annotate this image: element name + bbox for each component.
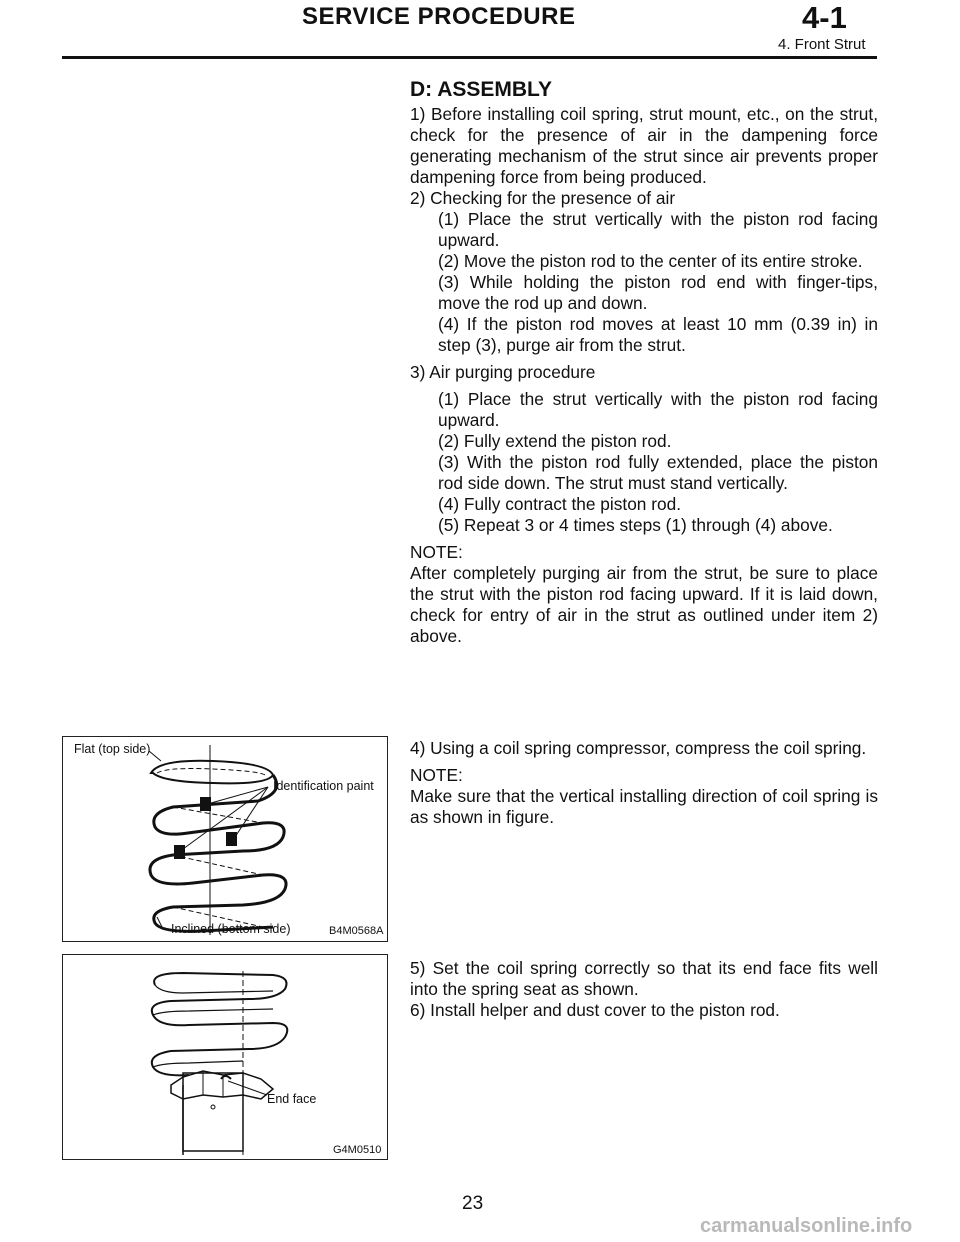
note-1-label: NOTE:: [410, 542, 463, 562]
header-section-number: 4-1: [802, 0, 847, 35]
figure-coil-spring-orientation: [62, 736, 388, 942]
step-2-4: (4) If the piston rod moves at least 10 mm (0.39 in) in step (3), purge air from the strut.: [438, 314, 878, 355]
note-2-label: NOTE:: [410, 765, 463, 785]
coil-spring-illustration: [63, 737, 387, 941]
step-3-5: (5) Repeat 3 or 4 times steps (1) through (4) above.: [438, 515, 833, 535]
step-5: 5) Set the coil spring correctly so that its end face fits well into the spring seat as shown.: [410, 958, 878, 999]
step-4-block: [410, 738, 878, 828]
paint-mark-2: [226, 832, 237, 846]
header-rule: [62, 56, 877, 59]
page-number: 23: [462, 1193, 484, 1214]
section-heading: D: ASSEMBLY: [410, 78, 552, 101]
figure-2-code: G4M0510: [333, 1144, 382, 1156]
figure-spring-seat-end-face: [62, 954, 388, 1160]
label-end-face: End face: [267, 1092, 317, 1106]
header-subtitle: 4. Front Strut: [778, 36, 866, 53]
figure-1-code: B4M0568A: [329, 925, 384, 937]
step-2-1: (1) Place the strut vertically with the piston rod facing upward.: [438, 209, 878, 250]
step-3-1: (1) Place the strut vertically with the piston rod facing upward.: [438, 389, 878, 430]
assembly-text-block: [410, 104, 878, 647]
step-2-3: (3) While holding the piston rod end with finger-tips, move the rod up and down.: [438, 272, 878, 313]
label-identification-paint: Identification paint: [273, 779, 374, 793]
step-3-4: (4) Fully contract the piston rod.: [438, 494, 682, 514]
step-2: 2) Checking for the presence of air: [410, 188, 676, 208]
step-3: 3) Air purging procedure: [410, 362, 596, 382]
spring-seat-illustration: [63, 955, 387, 1159]
step-6: 6) Install helper and dust cover to the piston rod.: [410, 1000, 780, 1020]
label-inclined-bottom: Inclined (bottom side): [171, 922, 291, 936]
note-1-text: After completely purging air from the strut, be sure to place the strut with the piston rod facing upward. If it is laid down, check for entry of air in the strut as outlined under item 2) above.: [410, 563, 878, 646]
paint-mark-1: [200, 797, 211, 811]
step-3-3: (3) With the piston rod fully extended, place the piston rod side down. The strut must stand vertically.: [438, 452, 878, 493]
watermark: carmanualsonline.info: [700, 1215, 913, 1237]
note-2-text: Make sure that the vertical installing direction of coil spring is as shown in figure.: [410, 786, 878, 827]
step-1: 1) Before installing coil spring, strut mount, etc., on the strut, check for the presence of air in the dampening force generating mechanism of the strut since air prevents proper dampening force from being produced.: [410, 104, 878, 187]
step-5-block: [410, 958, 878, 1021]
label-flat-top: Flat (top side): [74, 742, 151, 756]
step-3-2: (2) Fully extend the piston rod.: [438, 431, 672, 451]
paint-mark-3: [174, 845, 185, 859]
header-title: SERVICE PROCEDURE: [302, 3, 576, 30]
step-4: 4) Using a coil spring compressor, compress the coil spring.: [410, 738, 867, 758]
step-2-2: (2) Move the piston rod to the center of its entire stroke.: [438, 251, 863, 271]
